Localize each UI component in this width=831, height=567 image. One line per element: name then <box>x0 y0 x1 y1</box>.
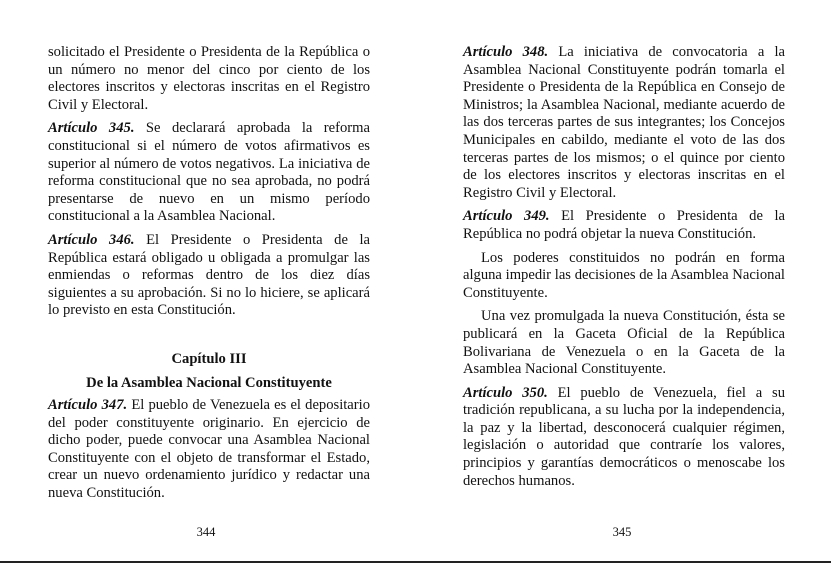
article-350-label: Artículo 350. <box>463 384 548 401</box>
article-349-text: El Presidente o Presidenta de la República no podrá objetar la nueva Constitución. <box>463 208 786 242</box>
left-page <box>48 44 370 509</box>
article-346-text: El Presidente o Presidenta de la República estará obligado u obligada a promulgar las enmiendas o reformas dentro de los diez días siguientes a su aprobación. Si no lo hiciere, se aplicará lo previsto en esta Constitución. <box>48 231 371 319</box>
article-348 <box>463 44 785 202</box>
paragraph-poderes-constituidos: Los poderes constituidos no podrán en forma alguna impedir las decisiones de la Asamblea Nacional Constituyente. <box>463 249 785 301</box>
article-345 <box>48 120 370 226</box>
article-348-label: Artículo 348. <box>463 44 549 60</box>
article-350 <box>463 385 785 491</box>
article-346-label: Artículo 346. <box>48 231 135 248</box>
article-345-label: Artículo 345. <box>48 120 135 137</box>
article-346 <box>48 232 370 320</box>
page-number-left: 344 <box>196 525 216 539</box>
bottom-divider <box>0 561 831 563</box>
article-350-text: El pueblo de Venezuela, fiel a su tradición republicana, a su lucha por la independencia, la paz y la libertad, desconocerá cualquier régimen, legislación o autoridad que contraríe los valores, principios y garantías democráticos o menoscabe los derechos humanos. <box>463 384 785 489</box>
article-349-label: Artículo 349. <box>463 208 550 225</box>
article-349 <box>463 208 785 243</box>
article-345-text: Se declarará aprobada la reforma constitucional si el número de votos afirmativos es superior al número de votos negativos. La iniciativa de reforma constitucional que no sea aprobada, no podrá presentarse de nuevo en un mismo período constitucional a la Asamblea Nacional. <box>48 120 370 225</box>
continuation-paragraph: solicitado el Presidente o Presidenta de la República o un número no menor del cinco por ciento de los electores inscritos y electoras inscritas en el Registro Civil y Electoral. <box>48 44 370 113</box>
right-page <box>463 44 785 496</box>
chapter-title: Capítulo III <box>171 350 247 367</box>
article-347-label: Artículo 347. <box>48 397 128 414</box>
article-348-text: La iniciativa de convocatoria a la Asamblea Nacional Constituyente podrán tomarla el Presidente o Presidenta de la República en Consejo de Ministros; la Asamblea Nacional, mediante acuerdo de las dos terceras partes de sus integrantes; los Concejos Municipales en cabildo, mediante el voto de las dos terceras partes de los mismos; o el quince por ciento de los electores inscritos y electoras inscritas en el Registro Civil y Electoral. <box>463 44 785 201</box>
section-title: De la Asamblea Nacional Constituyente <box>86 374 332 391</box>
chapter-spacer <box>48 326 370 351</box>
paragraph-promulgacion: Una vez promulgada la nueva Constitución, ésta se publicará en la Gaceta Oficial de la República Bolivariana de Venezuela o en la Gaceta de la Asamblea Nacional Constituyente. <box>463 308 785 378</box>
article-347-text: El pueblo de Venezuela es el depositario del poder constituyente originario. En ejercicio de dicho poder, puede convocar una Asamblea Nacional Constituyente con el objeto de transformar el Estado, crear un nuevo ordenamiento jurídico y redactar una nueva Constitución. <box>48 397 370 502</box>
article-347 <box>48 397 370 503</box>
page-number-right: 345 <box>612 525 632 539</box>
